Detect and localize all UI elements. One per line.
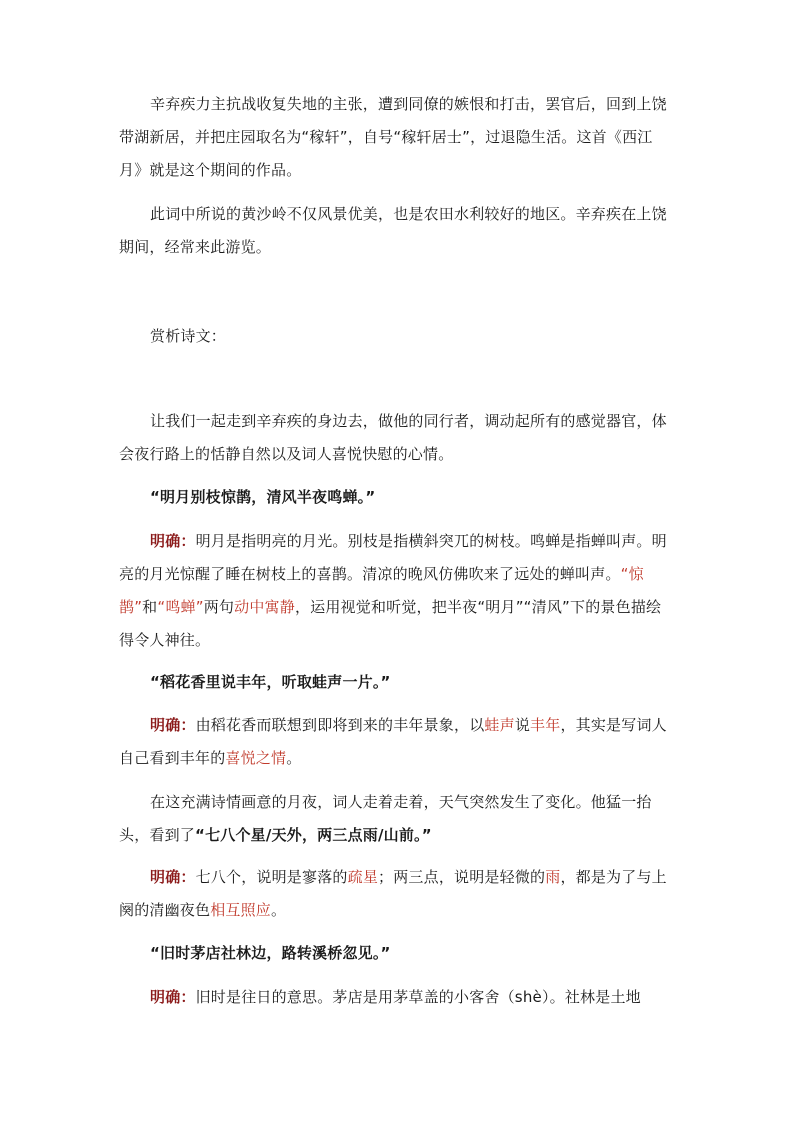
answer-text: 。 [271,901,287,919]
highlight-text: 相互照应 [210,901,272,919]
answer-text: 。 [286,749,302,767]
answer-block-2 [119,709,675,775]
highlight-text: 丰年 [530,716,561,734]
highlight-text: 雨 [545,868,561,886]
quote-line-1 [119,481,675,514]
quote-line-3-text: “旧时茅店社林边，路转溪桥忽见。” [150,944,391,962]
answer-text: ，其实是写词人自己看到丰年的 [119,716,667,767]
highlight-text: “惊鹊” [119,565,644,616]
paragraph-weather-change [119,786,675,852]
paragraph-background [119,88,675,187]
answer-text: 明月是指明亮的月光。别枝是指横斜突兀的树枝。鸣蝉是指蝉叫声。明亮的月光惊醒了睡在树枝上的喜鹊。清凉的晚风仿佛吹来了远处的蝉叫声。 [119,532,667,583]
highlight-text: 蛙声 [484,716,515,734]
answer-label: 明确： [150,988,196,1006]
answer-text: 和 [142,598,158,616]
answer-block-3 [119,861,675,927]
answer-text: 旧时是往日的意思。茅店是用茅草盖的小客舍（shè）。社林是土地 [195,988,641,1006]
section-heading-appreciation [119,320,675,353]
paragraph-intro [119,405,675,471]
paragraph-background-text: 辛弃疾力主抗战收复失地的主张，遭到同僚的嫉恨和打击，罢官后，回到上饶带湖新居，并把庄园取名为“稼轩”，自号“稼轩居士”，过退隐生活。这首《西江月》就是这个期间的作品。 [119,95,667,179]
answer-label: 明确： [150,532,196,550]
highlight-text: 喜悦之情 [225,749,287,767]
section-heading-text: 赏析诗文： [150,327,227,345]
paragraph-intro-text: 让我们一起走到辛弃疾的身边去，做他的同行者，调动起所有的感觉器官，体会夜行路上的恬静自然以及词人喜悦快慰的心情。 [119,412,667,463]
answer-block-1 [119,525,675,657]
answer-text: 七八个，说明是寥落的 [195,868,348,886]
paragraph-huangshaling-text: 此词中所说的黄沙岭不仅风景优美，也是农田水利较好的地区。辛弃疾在上饶期间，经常来此游览。 [119,205,667,256]
quote-line-2-text: “稻花香里说丰年，听取蛙声一片。” [150,673,391,691]
paragraph-weather-text: 在这充满诗情画意的月夜，词人走着走着，天气突然发生了变化。他猛一抬头，看到了 [119,793,652,844]
quote-line-2 [119,666,675,699]
answer-text: 两句 [203,598,235,616]
quote-inline: “七八个星/天外，两三点雨/山前。” [195,826,432,844]
answer-text: ；两三点，说明是轻微的 [378,868,546,886]
answer-block-4 [119,981,675,1014]
highlight-text: 疏星 [347,868,379,886]
answer-label: 明确： [150,716,196,734]
quote-line-1-text: “明月别枝惊鹊，清风半夜鸣蝉。” [150,488,376,506]
highlight-text: 动中寓静 [234,598,295,616]
answer-text: ，运用视觉和听觉，把半夜“明月”“清风”下的景色描绘得令人神往。 [119,598,662,649]
quote-line-3 [119,937,675,970]
paragraph-huangshaling [119,198,675,264]
answer-text: 说 [514,716,531,734]
answer-text: ，都是为了与上阕的清幽夜色 [119,868,667,919]
highlight-text: “鸣蝉” [157,598,204,616]
answer-label: 明确： [150,868,196,886]
answer-text: 由稻花香而联想到即将到来的丰年景象，以 [195,716,485,734]
